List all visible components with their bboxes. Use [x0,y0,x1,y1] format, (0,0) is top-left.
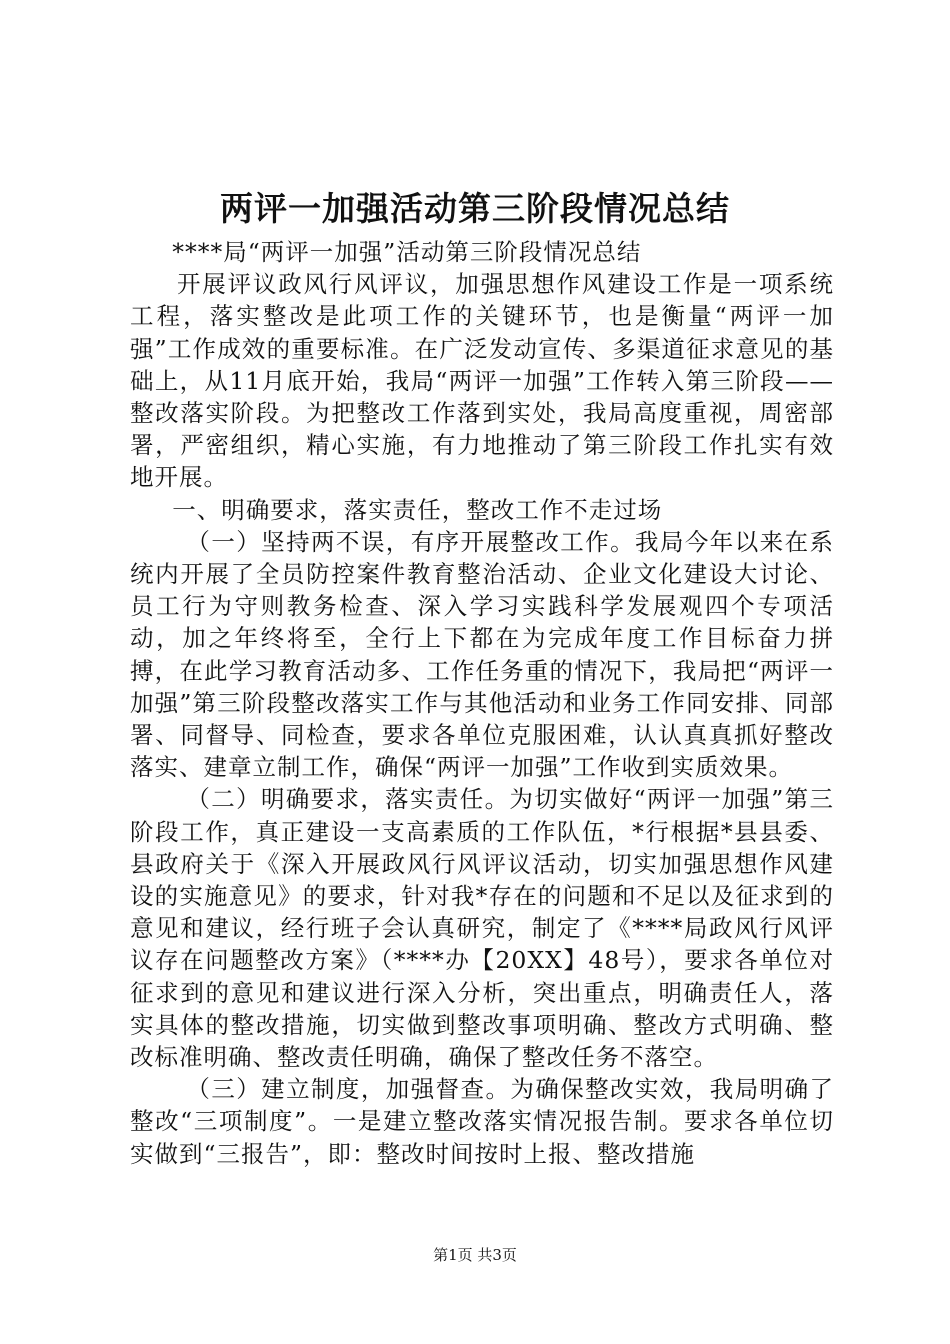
subtitle-paragraph: ****局“两评一加强”活动第三阶段情况总结 [172,238,642,266]
document-body [130,236,834,1170]
document-title: 两评一加强活动第三阶段情况总结 [220,189,730,228]
intro-paragraph: 开展评议政风行风评议，加强思想作风建设工作是一项系统工程，落实整改是此项工作的关键环节，也是衡量“两评一加强”工作成效的重要标准。在广泛发动宣传、多渠道征求意见的基础上，从11月底开始，我局“两评一加强”工作转入第三阶段——整改落实阶段。为把整改工作落到实处，我局高度重视，周密部署，严密组织，精心实施，有力地推动了第三阶段工作扎实有效地开展。 [130,270,834,492]
item-paragraph-2: （二）明确要求，落实责任。为切实做好“两评一加强”第三阶段工作，真正建设一支高素质的工作队伍，*行根据*县县委、县政府关于《深入开展政风行风评议活动，切实加强思想作风建设的实施意见》的要求，针对我*存在的问题和不足以及征求到的意见和建议，经行班子会认真研究，制定了《****局政风行风评议存在问题整改方案》（****办【20XX】48号），要求各单位对征求到的意见和建议进行深入分析，突出重点，明确责任人，落实具体的整改措施，切实做到整改事项明确、整改方式明确、整改标准明确、整改责任明确，确保了整改任务不落空。 [130,785,834,1072]
item-paragraph-3: （三）建立制度，加强督查。为确保整改实效，我局明确了整改“三项制度”。一是建立整改落实情况报告制。要求各单位切实做到“三报告”，即：整改时间按时上报、整改措施 [130,1075,834,1168]
section-heading: 一、明确要求，落实责任，整改工作不走过场 [172,495,663,524]
item-paragraph-1: （一）坚持两不误，有序开展整改工作。我局今年以来在系统内开展了全员防控案件教育整治活动、企业文化建设大讨论、员工行为守则教务检查、深入学习实践科学发展观四个专项活动，加之年终将至，全行上下都在为完成年度工作目标奋力拼搏，在此学习教育活动多、工作任务重的情况下，我局把“两评一加强”第三阶段整改落实工作与其他活动和业务工作同安排、同部署、同督导、同检查，要求各单位克服困难，认认真真抓好整改落实、建章立制工作，确保“两评一加强”工作收到实质效果。 [130,527,834,782]
page-number-footer: 第1页 共3页 [433,1246,517,1264]
